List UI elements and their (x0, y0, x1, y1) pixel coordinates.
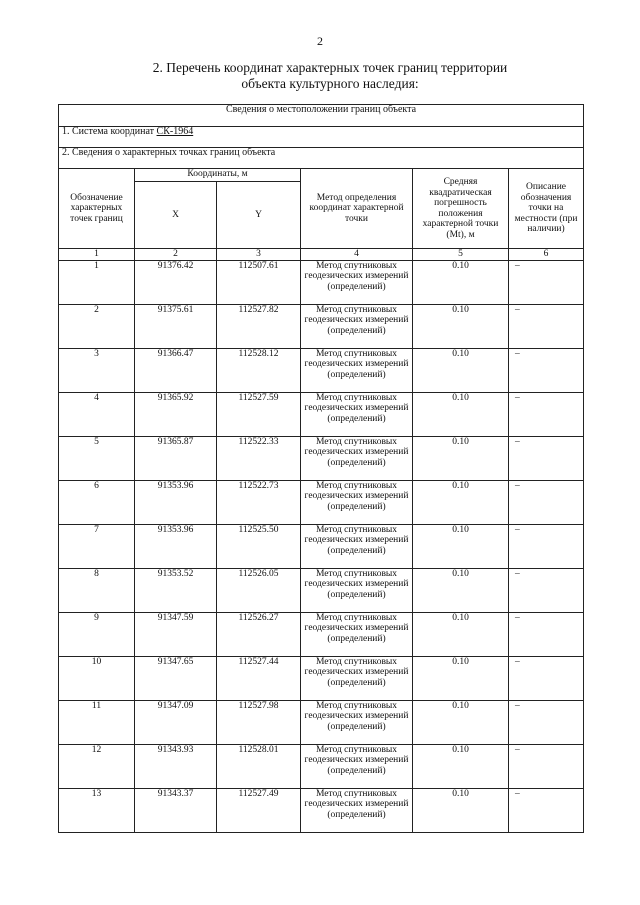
table-row (59, 524, 584, 568)
error-cell: 0.10 (413, 436, 509, 480)
description-cell: – (509, 656, 584, 700)
coordinates-table (58, 104, 584, 833)
header-x: X (135, 182, 217, 249)
y-coordinate-cell: 112525.50 (217, 524, 301, 568)
x-coordinate-cell: 91353.96 (135, 480, 217, 524)
x-coordinate-cell: 91376.42 (135, 260, 217, 304)
table-row (59, 392, 584, 436)
point-number-cell: 9 (59, 612, 135, 656)
section-title: Сведения о местоположении границ объекта (59, 105, 584, 127)
x-coordinate-cell: 91353.52 (135, 568, 217, 612)
y-coordinate-cell: 112526.05 (217, 568, 301, 612)
error-cell: 0.10 (413, 568, 509, 612)
method-cell: Метод спутниковых геодезических измерений (определений) (301, 524, 413, 568)
x-coordinate-cell: 91343.93 (135, 744, 217, 788)
page-number: 2 (317, 34, 323, 48)
error-cell: 0.10 (413, 304, 509, 348)
table-row (59, 700, 584, 744)
x-coordinate-cell: 91347.65 (135, 656, 217, 700)
table-row (59, 436, 584, 480)
method-cell: Метод спутниковых геодезических измерений (определений) (301, 392, 413, 436)
description-cell: – (509, 700, 584, 744)
column-number: 4 (301, 249, 413, 261)
y-coordinate-cell: 112527.44 (217, 656, 301, 700)
y-coordinate-cell: 112522.73 (217, 480, 301, 524)
column-number: 1 (59, 249, 135, 261)
table-row (59, 788, 584, 832)
points-section-title: 2. Сведения о характерных точках границ объекта (59, 148, 584, 169)
coordinate-system-label: 1. Система координат (62, 126, 155, 137)
point-number-cell: 4 (59, 392, 135, 436)
description-cell: – (509, 304, 584, 348)
title-line-2: объекта культурного наследия: (241, 76, 419, 91)
column-number: 5 (413, 249, 509, 261)
column-number: 3 (217, 249, 301, 261)
method-cell: Метод спутниковых геодезических измерений (определений) (301, 304, 413, 348)
point-number-cell: 11 (59, 700, 135, 744)
y-coordinate-cell: 112528.12 (217, 348, 301, 392)
point-number-cell: 3 (59, 348, 135, 392)
x-coordinate-cell: 91343.37 (135, 788, 217, 832)
error-cell: 0.10 (413, 524, 509, 568)
table-row (59, 348, 584, 392)
table-row (59, 480, 584, 524)
y-coordinate-cell: 112527.98 (217, 700, 301, 744)
x-coordinate-cell: 91375.61 (135, 304, 217, 348)
method-cell: Метод спутниковых геодезических измерений (определений) (301, 744, 413, 788)
error-cell: 0.10 (413, 612, 509, 656)
coordinate-system-name: СК-1964 (156, 126, 194, 137)
column-numbers-row (59, 249, 584, 261)
y-coordinate-cell: 112527.49 (217, 788, 301, 832)
description-cell: – (509, 392, 584, 436)
error-cell: 0.10 (413, 744, 509, 788)
column-number: 2 (135, 249, 217, 261)
x-coordinate-cell: 91365.92 (135, 392, 217, 436)
point-number-cell: 12 (59, 744, 135, 788)
description-cell: – (509, 524, 584, 568)
point-number-cell: 13 (59, 788, 135, 832)
x-coordinate-cell: 91347.59 (135, 612, 217, 656)
point-number-cell: 5 (59, 436, 135, 480)
point-number-cell: 10 (59, 656, 135, 700)
method-cell: Метод спутниковых геодезических измерений (определений) (301, 700, 413, 744)
method-cell: Метод спутниковых геодезических измерений (определений) (301, 788, 413, 832)
description-cell: – (509, 612, 584, 656)
method-cell: Метод спутниковых геодезических измерений (определений) (301, 260, 413, 304)
header-method: Метод определения координат характерной точки (301, 169, 413, 249)
y-coordinate-cell: 112528.01 (217, 744, 301, 788)
description-cell: – (509, 260, 584, 304)
description-cell: – (509, 744, 584, 788)
method-cell: Метод спутниковых геодезических измерений (определений) (301, 348, 413, 392)
x-coordinate-cell: 91353.96 (135, 524, 217, 568)
method-cell: Метод спутниковых геодезических измерений (определений) (301, 480, 413, 524)
header-coordinates: Координаты, м (135, 169, 301, 182)
error-cell: 0.10 (413, 788, 509, 832)
table-row (59, 656, 584, 700)
header-designation: Обозначение характерных точек границ (59, 169, 135, 249)
y-coordinate-cell: 112527.82 (217, 304, 301, 348)
method-cell: Метод спутниковых геодезических измерений (определений) (301, 656, 413, 700)
description-cell: – (509, 480, 584, 524)
error-cell: 0.10 (413, 656, 509, 700)
x-coordinate-cell: 91365.87 (135, 436, 217, 480)
table-row (59, 744, 584, 788)
y-coordinate-cell: 112526.27 (217, 612, 301, 656)
y-coordinate-cell: 112527.59 (217, 392, 301, 436)
description-cell: – (509, 568, 584, 612)
header-error: Средняя квадратическая погрешность положения характерной точки (Мt), м (413, 169, 509, 249)
point-number-cell: 7 (59, 524, 135, 568)
description-cell: – (509, 436, 584, 480)
error-cell: 0.10 (413, 348, 509, 392)
title-line-1: 2. Перечень координат характерных точек границ территории (152, 60, 508, 75)
error-cell: 0.10 (413, 480, 509, 524)
point-number-cell: 6 (59, 480, 135, 524)
method-cell: Метод спутниковых геодезических измерений (определений) (301, 568, 413, 612)
point-number-cell: 1 (59, 260, 135, 304)
point-number-cell: 2 (59, 304, 135, 348)
table-row (59, 304, 584, 348)
description-cell: – (509, 348, 584, 392)
coordinate-system-row (59, 127, 584, 148)
table-row (59, 260, 584, 304)
header-y: Y (217, 182, 301, 249)
page-title (130, 60, 530, 92)
error-cell: 0.10 (413, 260, 509, 304)
x-coordinate-cell: 91366.47 (135, 348, 217, 392)
header-description: Описание обозначения точки на местности (при наличии) (509, 169, 584, 249)
method-cell: Метод спутниковых геодезических измерений (определений) (301, 612, 413, 656)
y-coordinate-cell: 112522.33 (217, 436, 301, 480)
y-coordinate-cell: 112507.61 (217, 260, 301, 304)
column-number: 6 (509, 249, 584, 261)
table-row (59, 568, 584, 612)
method-cell: Метод спутниковых геодезических измерений (определений) (301, 436, 413, 480)
error-cell: 0.10 (413, 700, 509, 744)
x-coordinate-cell: 91347.09 (135, 700, 217, 744)
description-cell: – (509, 788, 584, 832)
point-number-cell: 8 (59, 568, 135, 612)
table-row (59, 612, 584, 656)
error-cell: 0.10 (413, 392, 509, 436)
